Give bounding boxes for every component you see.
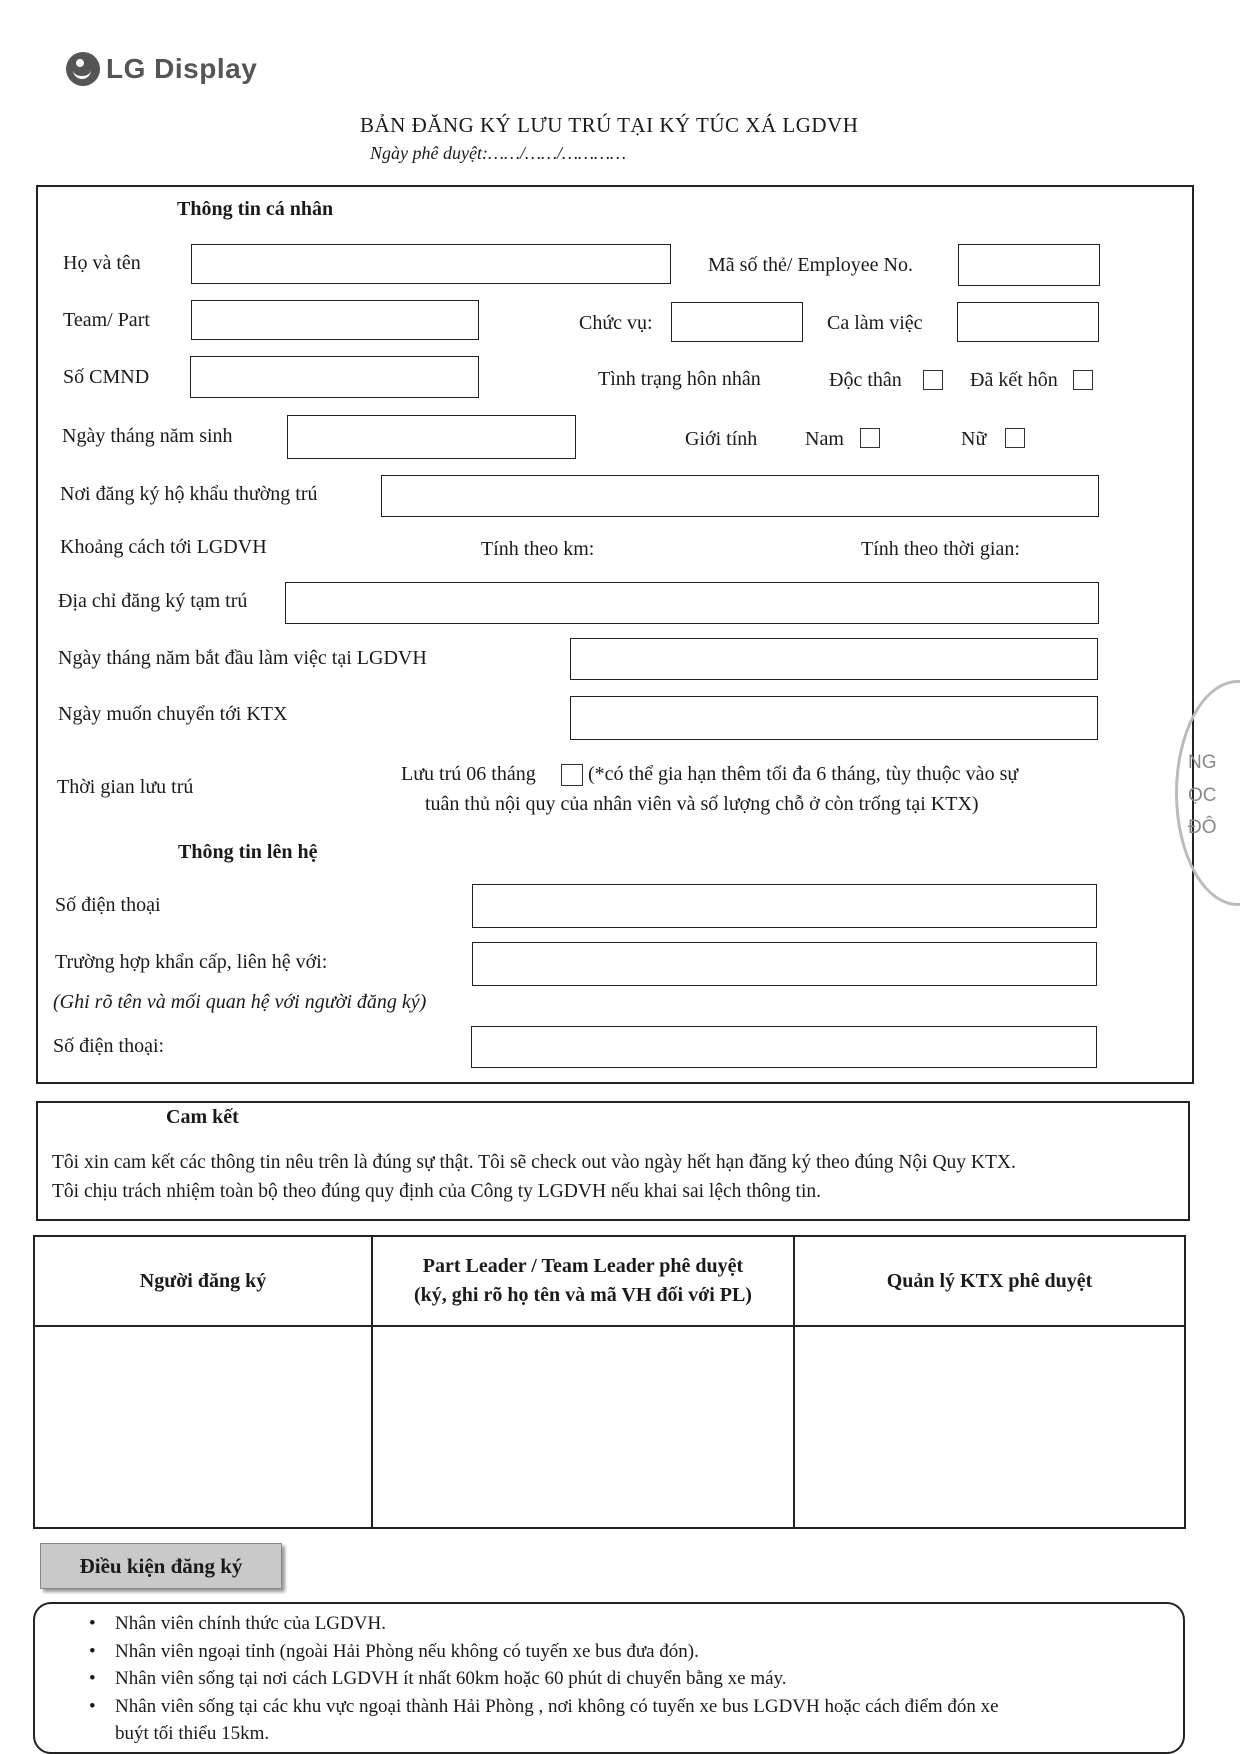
- employee-no-label: Mã số thẻ/ Employee No.: [708, 254, 913, 276]
- brand-logo: [66, 52, 257, 86]
- position-label: Chức vụ:: [579, 312, 653, 334]
- move-date-label: Ngày muốn chuyển tới KTX: [58, 703, 288, 725]
- female-checkbox[interactable]: [1005, 428, 1025, 448]
- personal-section-title: Thông tin cá nhân: [177, 198, 334, 220]
- single-checkbox[interactable]: [923, 370, 943, 390]
- lg-logo-icon: [66, 52, 100, 86]
- condition-item: • Nhân viên sống tại các khu vực ngoại thành Hải Phòng , nơi không có tuyến xe bus LGDVH hoặc cách điểm đón xe: [75, 1693, 1183, 1721]
- move-date-field[interactable]: [570, 696, 1098, 740]
- registrant-signature-area[interactable]: [35, 1327, 371, 1527]
- emergency-label: Trường hợp khẩn cấp, liên hệ với:: [55, 951, 328, 973]
- male-checkbox[interactable]: [860, 428, 880, 448]
- position-field[interactable]: [671, 302, 803, 342]
- id-number-label: Số CMND: [63, 366, 150, 388]
- emergency-phone-field[interactable]: [471, 1026, 1097, 1068]
- full-name-label: Họ và tên: [63, 252, 141, 274]
- employee-no-field[interactable]: [958, 244, 1100, 286]
- registrant-header-text: Người đăng ký: [139, 1269, 267, 1292]
- dorm-manager-signature-area[interactable]: [795, 1327, 1184, 1527]
- emergency-contact-field[interactable]: [472, 942, 1097, 986]
- stay-option-label: Lưu trú 06 tháng: [401, 763, 536, 785]
- stamp-text-2: ỌC: [1188, 785, 1217, 806]
- permanent-address-field[interactable]: [381, 475, 1099, 517]
- distance-km-label: Tính theo km:: [481, 538, 595, 560]
- condition-item: • Nhân viên chính thức của LGDVH.: [75, 1610, 1183, 1638]
- temp-address-label: Địa chỉ đăng ký tạm trú: [58, 590, 248, 612]
- stay-duration-label: Thời gian lưu trú: [57, 776, 194, 798]
- commitment-line-2: Tôi chịu trách nhiệm toàn bộ theo đúng quy định của Công ty LGDVH nếu khai sai lệch thông tin.: [52, 1181, 822, 1202]
- stay-note-line-2: tuân thủ nội quy của nhân viên và số lượng chỗ ở còn trống tại KTX): [425, 793, 979, 815]
- married-label: Đã kết hôn: [970, 369, 1058, 391]
- signature-column-registrant: [35, 1237, 373, 1527]
- form-title: BẢN ĐĂNG KÝ LƯU TRÚ TẠI KÝ TÚC XÁ LGDVH: [360, 113, 859, 137]
- emergency-note: (Ghi rõ tên và mối quan hệ với người đăng ký): [53, 991, 427, 1013]
- stay-6-months-checkbox[interactable]: [561, 764, 583, 786]
- signature-table: [33, 1235, 1186, 1529]
- start-date-label: Ngày tháng năm bắt đầu làm việc tại LGDVH: [58, 647, 427, 669]
- conditions-title: Điều kiện đăng ký: [79, 1553, 243, 1578]
- full-name-field[interactable]: [191, 244, 671, 284]
- temp-address-field[interactable]: [285, 582, 1099, 624]
- signature-column-dorm-manager: [795, 1237, 1184, 1527]
- condition-item-continuation: buýt tối thiểu 15km.: [115, 1723, 270, 1744]
- approval-date: Ngày phê duyệt:……/……/…………: [370, 143, 626, 163]
- single-label: Độc thân: [829, 369, 902, 391]
- male-label: Nam: [805, 428, 844, 450]
- condition-item: • Nhân viên ngoại tỉnh (ngoài Hải Phòng nếu không có tuyến xe bus đưa đón).: [75, 1638, 1183, 1666]
- emergency-phone-label: Số điện thoại:: [53, 1035, 165, 1057]
- leader-signature-area[interactable]: [373, 1327, 793, 1527]
- phone-label: Số điện thoại: [55, 894, 161, 916]
- dorm-manager-header-text: Quản lý KTX phê duyệt: [886, 1269, 1093, 1292]
- stamp-text-3: ĐÔ: [1188, 817, 1217, 838]
- dorm-manager-header: [795, 1237, 1184, 1327]
- contact-section-title: Thông tin lên hệ: [178, 841, 318, 863]
- shift-label: Ca làm việc: [827, 312, 923, 334]
- leader-header: [373, 1237, 793, 1327]
- conditions-title-tab: [40, 1543, 282, 1589]
- conditions-box: [33, 1602, 1185, 1754]
- distance-time-label: Tính theo thời gian:: [861, 538, 1020, 560]
- distance-label: Khoảng cách tới LGDVH: [60, 536, 267, 558]
- shift-field[interactable]: [957, 302, 1099, 342]
- team-part-field[interactable]: [191, 300, 479, 340]
- condition-item: • Nhân viên sống tại nơi cách LGDVH ít nhất 60km hoặc 60 phút di chuyển bằng xe máy.: [75, 1665, 1183, 1693]
- gender-label: Giới tính: [685, 428, 758, 450]
- conditions-list: [35, 1604, 1183, 1748]
- married-checkbox[interactable]: [1073, 370, 1093, 390]
- female-label: Nữ: [961, 428, 987, 450]
- registrant-header: [35, 1237, 371, 1327]
- brand-name: LG Display: [106, 53, 258, 84]
- stay-note-line-1: (*có thể gia hạn thêm tối đa 6 tháng, tùy thuộc vào sự: [588, 763, 1019, 785]
- marital-status-label: Tình trạng hôn nhân: [598, 368, 761, 390]
- signature-column-leader: [373, 1237, 795, 1527]
- dob-label: Ngày tháng năm sinh: [62, 425, 233, 447]
- commitment-title: Cam kết: [166, 1106, 239, 1128]
- commitment-line-1: Tôi xin cam kết các thông tin nêu trên là đúng sự thật. Tôi sẽ check out vào ngày hết hạn đăng ký theo đúng Nội Quy KTX.: [52, 1152, 1016, 1173]
- leader-header-line-2: (ký, ghi rõ họ tên và mã VH đối với PL): [414, 1284, 752, 1306]
- stamp-text-1: NG: [1188, 752, 1217, 773]
- dob-field[interactable]: [287, 415, 576, 459]
- leader-header-line-1: Part Leader / Team Leader phê duyệt: [422, 1255, 744, 1277]
- permanent-address-label: Nơi đăng ký hộ khẩu thường trú: [60, 483, 318, 505]
- id-number-field[interactable]: [190, 356, 479, 398]
- phone-field[interactable]: [472, 884, 1097, 928]
- start-date-field[interactable]: [570, 638, 1098, 680]
- team-part-label: Team/ Part: [63, 309, 150, 331]
